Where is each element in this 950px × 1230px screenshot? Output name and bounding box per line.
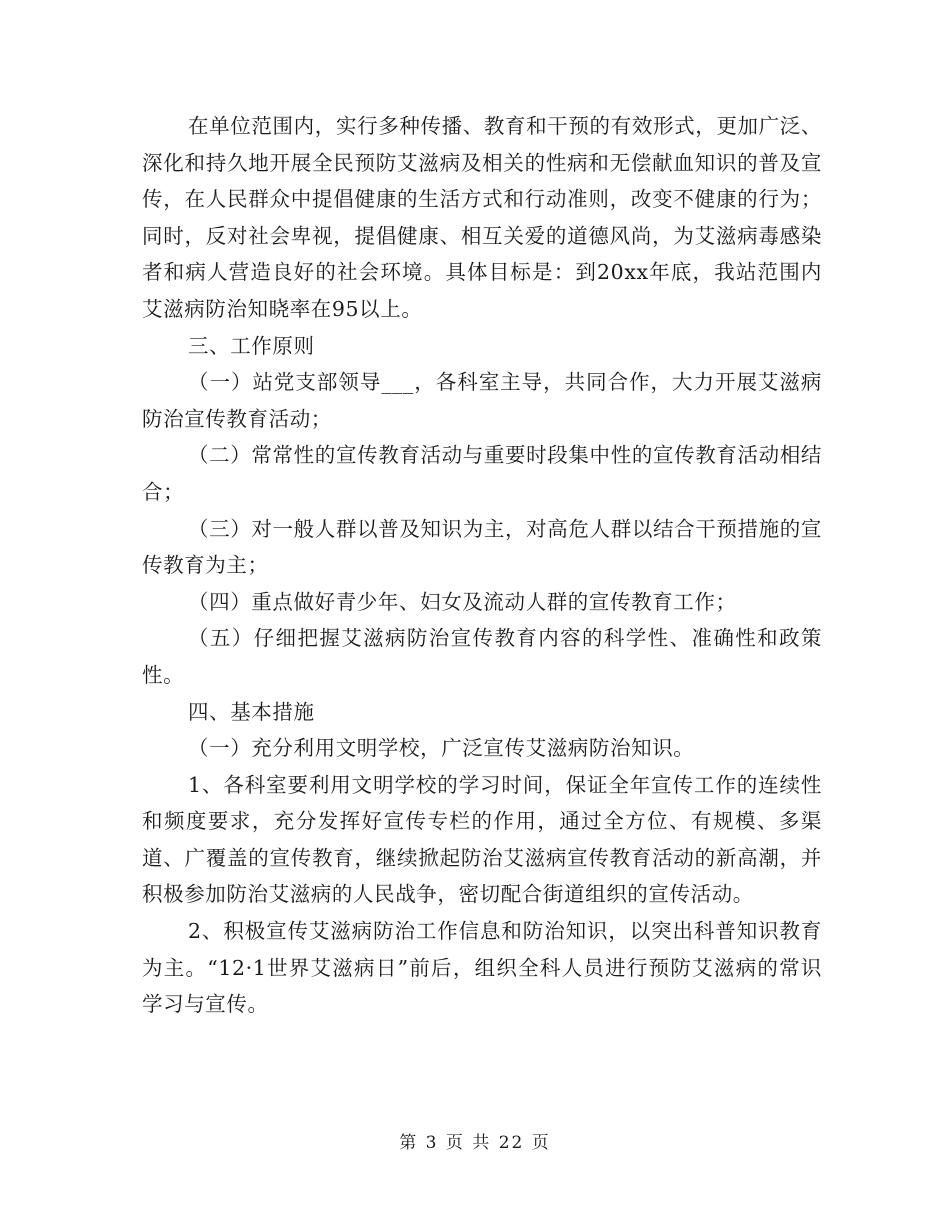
document-body (142, 108, 822, 1023)
paragraph-goals: 在单位范围内，实行多种传播、教育和干预的有效形式，更加广泛、深化和持久地开展全民预防艾滋病及相关的性病和无偿献血知识的普及宣传，在人民群众中提倡健康的生活方式和行动准则，改变不健康的行为；同时，反对社会卑视，提倡健康、相互关爱的道德风尚，为艾滋病毒感染者和病人营造良好的社会环境。具体目标是：到20xx年底，我站范围内艾滋病防治知晓率在95以上。 (142, 114, 822, 321)
paragraph-measure-1: （一）充分利用文明学校，广泛宣传艾滋病防治知识。 (188, 736, 695, 761)
paragraph-principle-2: （二）常常性的宣传教育活动与重要时段集中性的宣传教育活动相结合； (142, 443, 822, 504)
paragraph-principle-4: （四）重点做好青少年、妇女及流动人群的宣传教育工作； (188, 589, 737, 614)
heading-basic-measures: 四、基本措施 (188, 699, 315, 724)
paragraph-principle-1: （一）站党支部领导___，各科室主导，共同合作，大力开展艾滋病防治宣传教育活动； (142, 370, 822, 431)
page-number-footer: 第 3 页 共 22 页 (399, 1133, 551, 1153)
paragraph-measure-1-item-1: 1、各科室要利用文明学校的学习时间，保证全年宣传工作的连续性和频度要求，充分发挥好宣传专栏的作用，通过全方位、有规模、多渠道、广覆盖的宣传教育，继续掀起防治艾滋病宣传教育活动的新高潮，并积极参加防治艾滋病的人民战争，密切配合街道组织的宣传活动。 (142, 772, 822, 907)
paragraph-principle-5: （五）仔细把握艾滋病防治宣传教育内容的科学性、准确性和政策性。 (142, 626, 822, 687)
paragraph-measure-1-item-2: 2、积极宣传艾滋病防治工作信息和防治知识，以突出科普知识教育为主。“12·1世界艾滋病日”前后，组织全科人员进行预防艾滋病的常识学习与宣传。 (142, 919, 822, 1017)
paragraph-principle-3: （三）对一般人群以普及知识为主，对高危人群以结合干预措施的宣传教育为主； (142, 516, 822, 578)
heading-work-principles: 三、工作原则 (188, 333, 315, 358)
